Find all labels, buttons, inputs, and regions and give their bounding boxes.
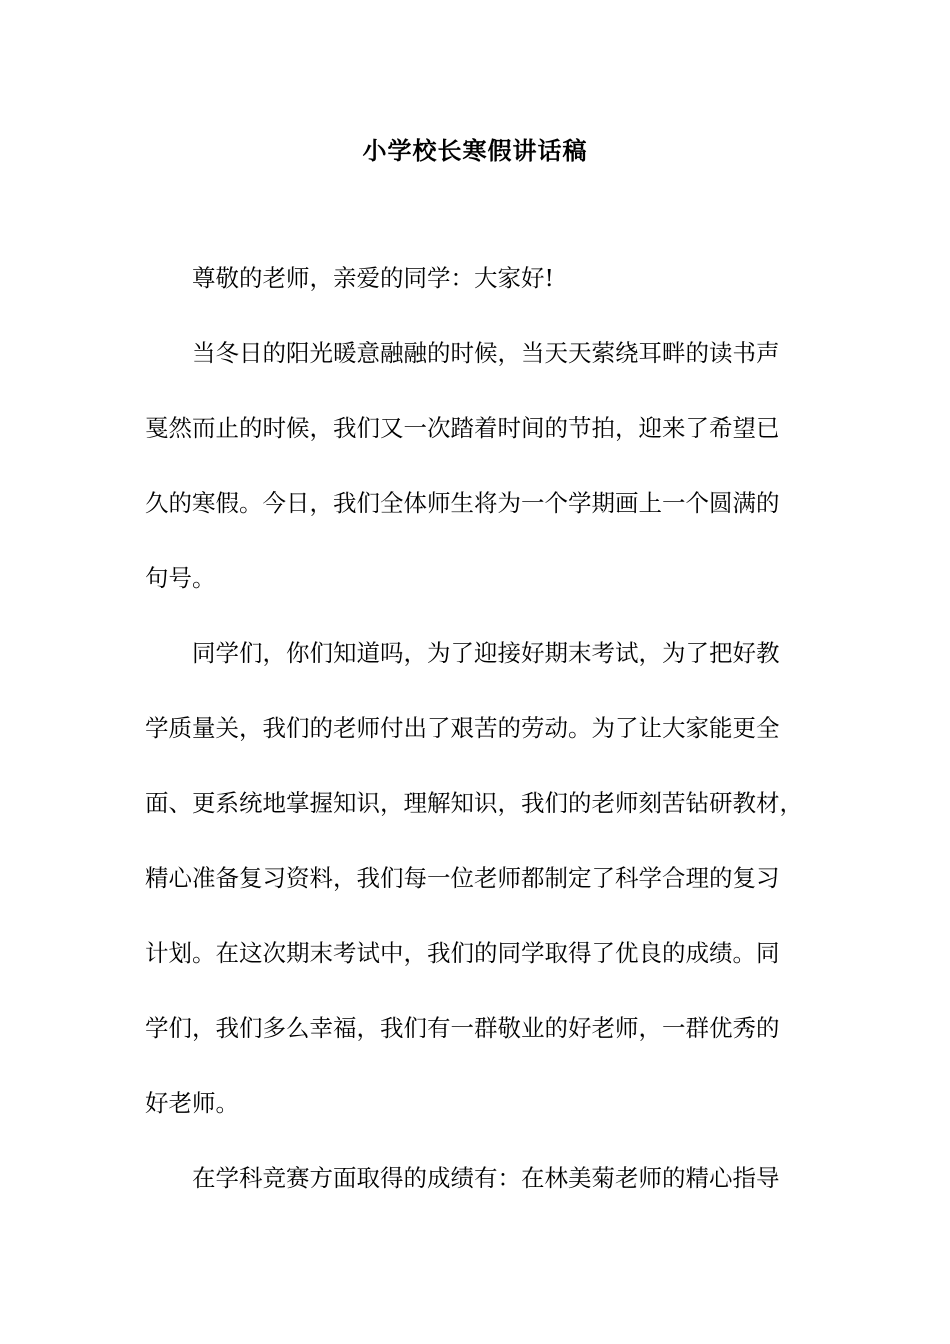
document-title: 小学校长寒假讲话稿 bbox=[362, 136, 588, 165]
salutation-line: 尊敬的老师，亲爱的同学：大家好! bbox=[192, 264, 554, 292]
document-body bbox=[145, 255, 815, 1230]
paragraph-line: 句号。 bbox=[145, 564, 216, 592]
paragraph-line: 戛然而止的时候，我们又一次踏着时间的节拍，迎来了希望已 bbox=[145, 414, 780, 442]
paragraph-line: 同学们，你们知道吗，为了迎接好期末考试，为了把好教 bbox=[192, 639, 780, 667]
paragraph-line: 学质量关，我们的老师付出了艰苦的劳动。为了让大家能更全 bbox=[145, 714, 780, 742]
paragraph-line: 面、更系统地掌握知识，理解知识，我们的老师刻苦钻研教材， bbox=[145, 789, 803, 817]
paragraph-line: 在学科竞赛方面取得的成绩有：在林美菊老师的精心指导 bbox=[192, 1164, 780, 1192]
paragraph-line: 精心准备复习资料，我们每一位老师都制定了科学合理的复习 bbox=[145, 864, 780, 892]
paragraph-line: 好老师。 bbox=[145, 1089, 239, 1117]
paragraph-line: 当冬日的阳光暖意融融的时候，当天天萦绕耳畔的读书声 bbox=[192, 339, 780, 367]
paragraph-line: 学们，我们多么幸福，我们有一群敬业的好老师，一群优秀的 bbox=[145, 1014, 780, 1042]
paragraph-line: 计划。在这次期末考试中，我们的同学取得了优良的成绩。同 bbox=[145, 939, 780, 967]
paragraph-line: 久的寒假。今日，我们全体师生将为一个学期画上一个圆满的 bbox=[145, 489, 780, 517]
